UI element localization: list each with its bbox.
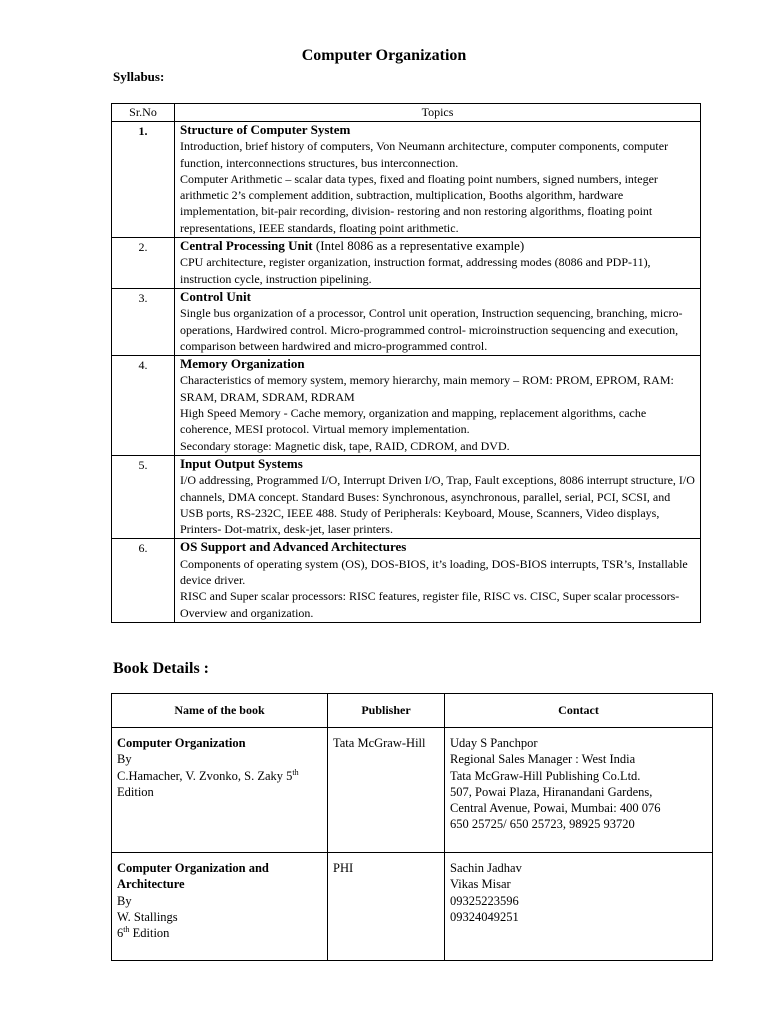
topic-description: I/O addressing, Programmed I/O, Interrupt Driven I/O, Trap, Fault exceptions, 8086 interrupt structure, I/O channels, DMA concept. Standard Buses: Synchronous, asynchronous, parallel, serial, PCI, SCSI, and USB ports, RS-232C, IEEE 488. Study of Peripherals: Keyboard, Mouse, Scanners, Video displays, Printers- Dot-matrix, desk-jet, laser printers. xyxy=(180,473,695,537)
document-title: Computer Organization xyxy=(301,47,467,64)
topic-heading xyxy=(180,238,695,254)
syllabus-table xyxy=(111,103,701,623)
topic-description: Computer Arithmetic – scalar data types, fixed and floating point numbers, signed numbers, integer arithmetic 2’s complement addition, subtraction, multiplication, Booths algorithm, hardware implementation, bit-pair recording, division- restoring and non restoring algorithms, floating point representations, IEEE standards, floating point arithmetic. xyxy=(180,171,658,235)
row-number: 4. xyxy=(112,356,175,456)
authors-text: C.Hamacher, V. Zvonko, S. Zaky 5 xyxy=(117,768,293,783)
book-title: Computer Organization and xyxy=(117,861,269,875)
contact-line: Vikas Misar xyxy=(450,877,511,892)
topic-heading xyxy=(180,539,695,555)
topic-heading-note: (Intel 8086 as a representative example) xyxy=(312,238,525,254)
contact-line: 09325223596 xyxy=(450,893,519,908)
contact-line: 507, Powai Plaza, Hiranandani Gardens, xyxy=(450,784,653,799)
topic-heading xyxy=(180,289,695,305)
book-row xyxy=(112,853,713,961)
book-by: By xyxy=(117,893,132,908)
book-title: Architecture xyxy=(117,877,185,892)
topic-heading-text: Memory Organization xyxy=(180,356,305,372)
syllabus-row xyxy=(112,455,701,538)
contact-line: Uday S Panchpor xyxy=(450,736,538,750)
contact-header: Contact xyxy=(445,694,713,728)
topic-heading-text: Control Unit xyxy=(180,288,251,304)
edition-superscript: th xyxy=(123,925,130,935)
book-title: Computer Organization xyxy=(117,736,246,750)
topic-heading-text: Input Output Systems xyxy=(180,455,303,471)
topic-cell xyxy=(175,238,701,289)
syllabus-label: Syllabus: xyxy=(113,69,165,84)
edition-superscript: th xyxy=(292,767,299,777)
topics-header: Topics xyxy=(175,104,701,122)
contact-line: Central Avenue, Powai, Mumbai: 400 076 xyxy=(450,801,661,816)
topic-heading-text: OS Support and Advanced Architectures xyxy=(180,539,407,555)
topic-heading xyxy=(180,122,695,138)
contact-cell xyxy=(445,728,713,853)
topic-description: Introduction, brief history of computers, Von Neumann architecture, computer components, computer function, interconnections structures, bus interconnection. xyxy=(180,139,669,170)
syllabus-row xyxy=(112,238,701,289)
contact-line: Sachin Jadhav xyxy=(450,861,522,875)
topic-cell xyxy=(175,356,701,456)
publisher-header: Publisher xyxy=(328,694,445,728)
book-authors xyxy=(117,768,323,784)
contact-line: 09324049251 xyxy=(450,909,519,924)
syllabus-row xyxy=(112,539,701,622)
edition-number: 6 xyxy=(117,926,124,941)
edition-text: Edition xyxy=(129,926,170,941)
topic-cell xyxy=(175,539,701,622)
syllabus-row xyxy=(112,356,701,456)
topic-heading-text: Structure of Computer System xyxy=(180,122,351,137)
row-number: 3. xyxy=(112,288,175,355)
topic-description: CPU architecture, register organization, instruction format, addressing modes (8086 and PDP-11), instruction cycle, instruction pipelining. xyxy=(180,255,651,286)
row-number: 6. xyxy=(112,539,175,622)
topic-heading-text: Central Processing Unit xyxy=(180,238,313,254)
book-edition xyxy=(117,925,323,941)
topic-description: Secondary storage: Magnetic disk, tape, RAID, CDROM, and DVD. xyxy=(180,438,510,453)
row-number: 5. xyxy=(112,455,175,538)
book-details-label: Book Details : xyxy=(113,660,209,677)
srno-header: Sr.No xyxy=(112,104,175,122)
syllabus-header-row xyxy=(112,104,701,122)
contact-cell xyxy=(445,853,713,961)
books-header-row xyxy=(112,694,713,728)
topic-cell xyxy=(175,455,701,538)
book-row xyxy=(112,728,713,853)
contact-line: 650 25725/ 650 25723, 98925 93720 xyxy=(450,817,635,832)
book-edition: Edition xyxy=(117,784,154,799)
syllabus-row xyxy=(112,122,701,238)
book-name-header: Name of the book xyxy=(112,694,328,728)
publisher-cell: Tata McGraw-Hill xyxy=(328,728,445,853)
book-authors: W. Stallings xyxy=(117,909,178,924)
syllabus-row xyxy=(112,288,701,355)
topic-heading xyxy=(180,356,695,372)
topic-description: Components of operating system (OS), DOS-BIOS, it’s loading, DOS-BIOS interrupts, TSR’s, Installable device driver. xyxy=(180,556,688,588)
contact-line: Regional Sales Manager : West India xyxy=(450,752,636,767)
row-number: 1. xyxy=(112,122,175,238)
topic-heading xyxy=(180,456,695,472)
topic-cell xyxy=(175,288,701,355)
book-name-cell xyxy=(112,853,328,961)
book-by: By xyxy=(117,752,132,767)
book-name-cell xyxy=(112,728,328,853)
topic-description: Single bus organization of a processor, Control unit operation, Instruction sequencing, branching, micro-operations, Hardwired control. Micro-programmed control- microinstruction sequencing and execution, comparison between hardwired and micro-programmed control. xyxy=(180,306,683,353)
row-number: 2. xyxy=(112,238,175,289)
publisher-cell: PHI xyxy=(328,853,445,961)
topic-description: High Speed Memory - Cache memory, organization and mapping, replacement algorithms, cache coherence, MESI protocol. Virtual memory implementation. xyxy=(180,406,647,437)
topic-cell xyxy=(175,122,701,238)
books-table xyxy=(111,693,713,961)
topic-description: Characteristics of memory system, memory hierarchy, main memory – ROM: PROM, EPROM, RAM: SRAM, DRAM, SDRAM, RDRAM xyxy=(180,373,674,404)
topic-description: RISC and Super scalar processors: RISC features, register file, RISC vs. CISC, Super scalar processors- Overview and organization. xyxy=(180,589,680,620)
contact-line: Tata McGraw-Hill Publishing Co.Ltd. xyxy=(450,768,641,783)
